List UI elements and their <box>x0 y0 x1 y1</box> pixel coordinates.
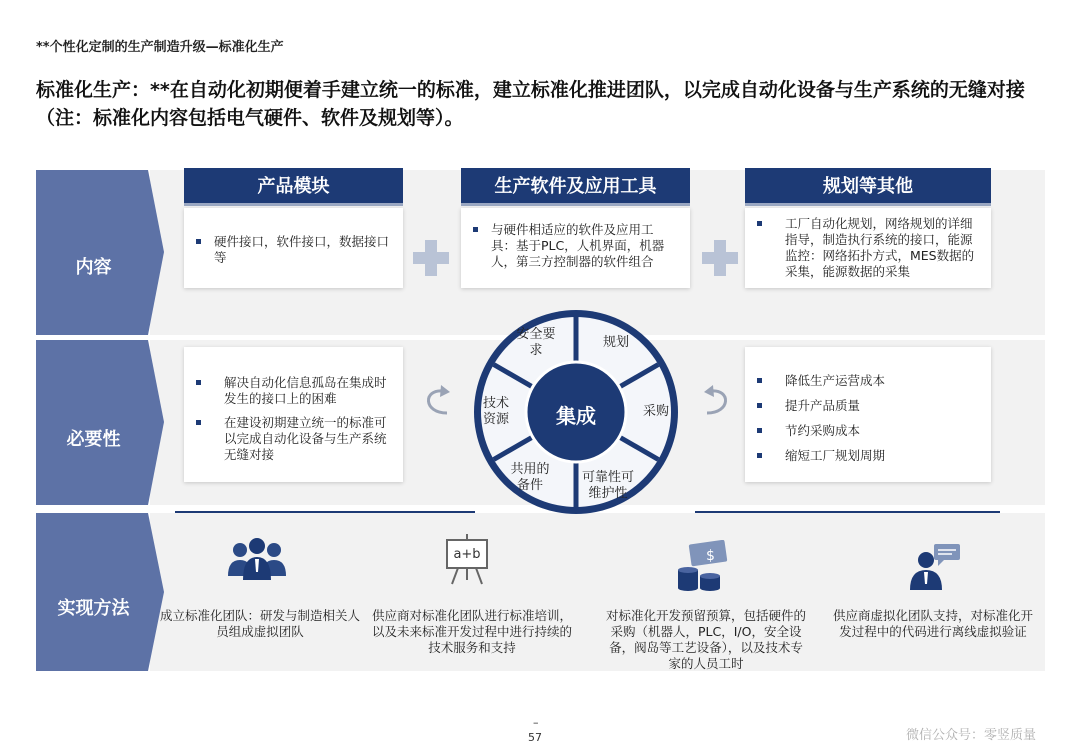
column-header-software-tools: 生产软件及应用工具 <box>461 168 690 206</box>
content-card-software-tools <box>461 208 690 288</box>
svg-text:$: $ <box>706 548 715 564</box>
column-header-product-module: 产品模块 <box>184 168 403 206</box>
breadcrumb: **个性化定制的生产制造升级—标准化生产 <box>36 40 284 55</box>
cycle-segment-reliability: 可靠性可维护性 <box>581 470 634 501</box>
column-header-planning-other: 规划等其他 <box>745 168 991 206</box>
necessity-item: 在建设初期建立统一的标准可以完成自动化设备与生产系统无缝对接 <box>184 415 403 463</box>
cycle-center-label: 集成 <box>556 404 596 428</box>
curved-arrow-icon <box>697 383 737 423</box>
divider <box>695 511 1000 513</box>
necessity-benefit: 降低生产运营成本 <box>745 373 991 389</box>
team-icon <box>226 536 288 582</box>
page-dash: – <box>533 716 539 729</box>
necessity-card-right <box>745 347 991 482</box>
cycle-segment-safety: 安全要求 <box>516 327 556 358</box>
page-title: 标准化生产：**在自动化初期便着手建立统一的标准，建立标准化推进团队，以完成自动化设备与生产系统的无缝对接（注：标准化内容包括电气硬件、软件及规划等）。 <box>36 79 1025 129</box>
necessity-benefit: 提升产品质量 <box>745 398 991 414</box>
training-board-text: a+b <box>453 547 481 562</box>
row-chevron-necessity <box>36 340 166 505</box>
content-item: 与硬件相适应的软件及应用工具：基于PLC，人机界面，机器人，第三方控制器的软件组合 <box>461 222 690 270</box>
necessity-benefit: 节约采购成本 <box>745 423 991 439</box>
row-label-content: 内容 <box>75 257 112 278</box>
method-text-training: 供应商对标准化团队进行标准培训，以及未来标准开发过程中进行持续的技术服务和支持 <box>372 608 573 655</box>
content-item: 硬件接口，软件接口，数据接口等 <box>184 234 403 266</box>
cycle-segment-planning: 规划 <box>602 335 629 350</box>
row-chevron-method <box>36 513 166 671</box>
necessity-benefit: 缩短工厂规划周期 <box>745 448 991 464</box>
row-label-necessity: 必要性 <box>66 429 121 450</box>
consultant-icon <box>908 542 964 592</box>
necessity-item: 解决自动化信息孤岛在集成时发生的接口上的困难 <box>184 375 403 407</box>
divider <box>175 511 475 513</box>
watermark: 微信公众号：零竖质量 <box>906 728 1037 743</box>
plus-icon <box>702 240 738 276</box>
cycle-segment-spare-parts: 共用的备件 <box>510 462 550 493</box>
page-number: 57 <box>528 731 542 744</box>
row-label-method: 实现方法 <box>57 598 130 619</box>
cycle-segment-tech-resources: 技术资源 <box>482 396 509 427</box>
cycle-segment-purchasing: 采购 <box>642 404 669 419</box>
necessity-card-left <box>184 347 403 482</box>
curved-arrow-icon <box>417 383 457 423</box>
content-item: 工厂自动化规划，网络规划的详细指导，制造执行系统的接口，能源监控：网络拓扑方式，MES数据的采集，能源数据的采集 <box>745 216 991 280</box>
plus-icon <box>413 240 449 276</box>
method-text-virtual-team: 供应商虚拟化团队支持，对标准化开发过程中的代码进行离线虚拟验证 <box>832 608 1033 639</box>
budget-money-icon <box>676 540 732 592</box>
content-card-product-module <box>184 208 403 288</box>
method-text-budget: 对标准化开发预留预算，包括硬件的采购（机器人，PLC，I/O，安全设备，阀岛等工艺设备），以及技术专家的人员工时 <box>605 608 806 671</box>
method-text-team: 成立标准化团队：研发与制造相关人员组成虚拟团队 <box>160 608 361 639</box>
content-card-planning-other <box>745 208 991 288</box>
